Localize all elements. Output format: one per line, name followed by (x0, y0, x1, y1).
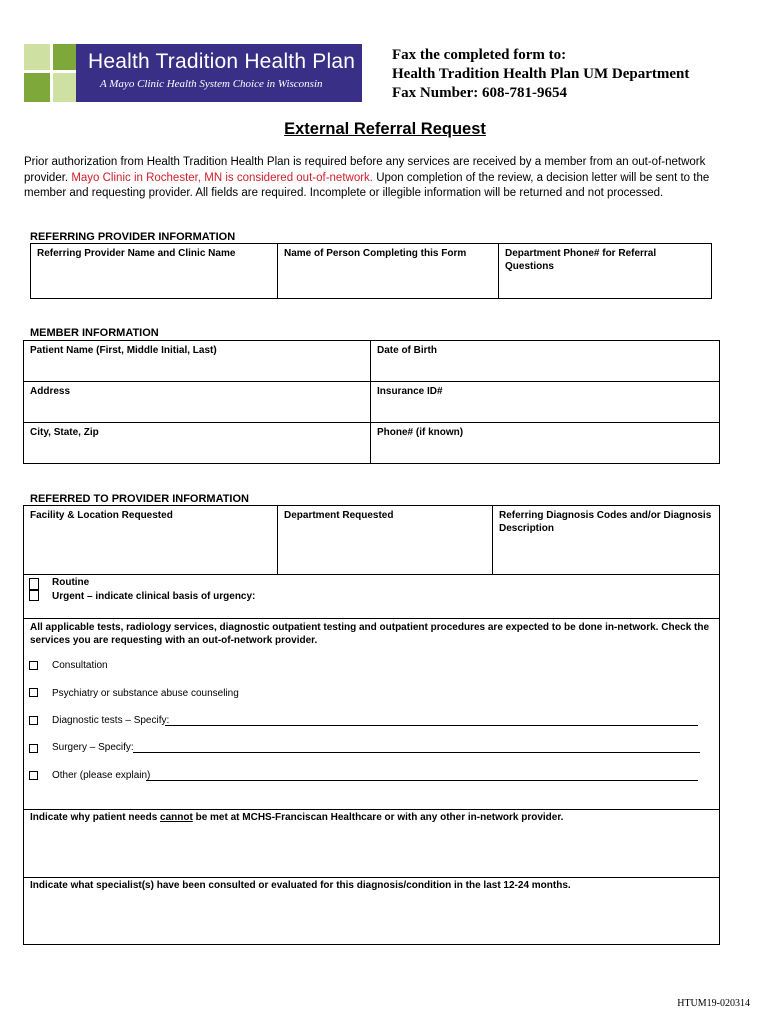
diagnostic-tests-label: Diagnostic tests – Specify: (52, 715, 170, 726)
insurance-id-field[interactable] (370, 381, 720, 423)
logo (24, 44, 362, 102)
logo-brand: Health Tradition Health Plan (88, 50, 356, 73)
referring-heading: REFERRING PROVIDER INFORMATION (30, 231, 236, 243)
person-completing-field[interactable] (277, 243, 499, 299)
urgent-checkbox[interactable] (29, 590, 39, 601)
address-field[interactable] (23, 381, 371, 423)
fax-number: Fax Number: 608-781-9654 (392, 85, 567, 101)
why-text-1: Indicate why patient needs (30, 812, 161, 823)
consultation-label: Consultation (52, 660, 108, 671)
city-state-zip-field[interactable] (23, 422, 371, 464)
intro-out-of-network-note: Mayo Clinic in Rochester, MN is considered out-of-network. (71, 171, 373, 184)
diagnostic-tests-checkbox[interactable] (29, 716, 38, 725)
form-code: HTUM19-020314 (677, 998, 750, 1009)
diagnostic-tests-line[interactable] (165, 725, 698, 726)
why-text-2: be met at MCHS-Franciscan Healthcare or with any other in-network provider. (192, 812, 564, 823)
phone-field[interactable] (370, 422, 720, 464)
psychiatry-checkbox[interactable] (29, 688, 38, 697)
logo-tagline: A Mayo Clinic Health System Choice in Wisconsin (100, 78, 323, 90)
facility-location-label: Facility & Location Requested (30, 510, 173, 521)
referring-provider-label: Referring Provider Name and Clinic Name (37, 248, 236, 259)
date-of-birth-field[interactable] (370, 340, 720, 382)
routine-checkbox[interactable] (29, 578, 39, 590)
intro-text-1: Prior authorization from Health Tradition Health Plan is required before any services are received by a member from an out-of-network provider. (24, 156, 706, 184)
other-line[interactable] (146, 780, 698, 781)
services-instruction: All applicable tests, radiology services, diagnostic outpatient testing and outpatient procedures are expected to be done in-network. Check the services you are requesting with an out-of-network provider. (30, 622, 710, 646)
fax-line-2: Health Tradition Health Plan UM Department (392, 66, 690, 82)
surgery-label: Surgery – Specify: (52, 742, 134, 753)
department-requested-label: Department Requested (284, 510, 394, 521)
surgery-line[interactable] (133, 752, 700, 753)
person-completing-label: Name of Person Completing this Form (284, 248, 467, 259)
referring-provider-field[interactable] (30, 243, 278, 299)
city-state-zip-label: City, State, Zip (30, 427, 99, 438)
facility-location-field[interactable] (23, 505, 278, 575)
date-of-birth-label: Date of Birth (377, 345, 437, 356)
department-phone-field[interactable] (498, 243, 712, 299)
other-label: Other (please explain) (52, 770, 151, 781)
specialists-question: Indicate what specialist(s) have been consulted or evaluated for this diagnosis/condition in the last 12-24 months. (30, 880, 571, 891)
why-emphasis: cannot (160, 812, 193, 823)
insurance-id-label: Insurance ID# (377, 386, 443, 397)
phone-label: Phone# (if known) (377, 427, 464, 438)
address-label: Address (30, 386, 71, 397)
member-heading: MEMBER INFORMATION (30, 327, 159, 339)
patient-name-field[interactable] (23, 340, 371, 382)
psychiatry-label: Psychiatry or substance abuse counseling (52, 688, 239, 699)
page-title: External Referral Request (284, 120, 486, 138)
department-requested-field[interactable] (277, 505, 493, 575)
surgery-checkbox[interactable] (29, 744, 38, 753)
intro-paragraph (24, 155, 724, 202)
routine-label: Routine (52, 577, 90, 588)
other-checkbox[interactable] (29, 771, 38, 780)
why-question (30, 812, 563, 823)
referred-heading: REFERRED TO PROVIDER INFORMATION (30, 493, 249, 505)
consultation-checkbox[interactable] (29, 661, 38, 670)
department-phone-label: Department Phone# for Referral Questions (505, 248, 657, 272)
diagnosis-codes-label: Referring Diagnosis Codes and/or Diagnosis Description (499, 510, 712, 534)
intro-text-2: Upon completion of the review, a decision letter will be sent to the member and requesting provider. All fields are required. Incomplete or illegible information will be returned and not processed. (24, 171, 710, 199)
fax-line-1: Fax the completed form to: (392, 47, 567, 63)
diagnosis-codes-field[interactable] (492, 505, 720, 575)
patient-name-label: Patient Name (First, Middle Initial, Last) (30, 345, 217, 356)
urgent-label: Urgent – indicate clinical basis of urgency: (52, 591, 256, 602)
